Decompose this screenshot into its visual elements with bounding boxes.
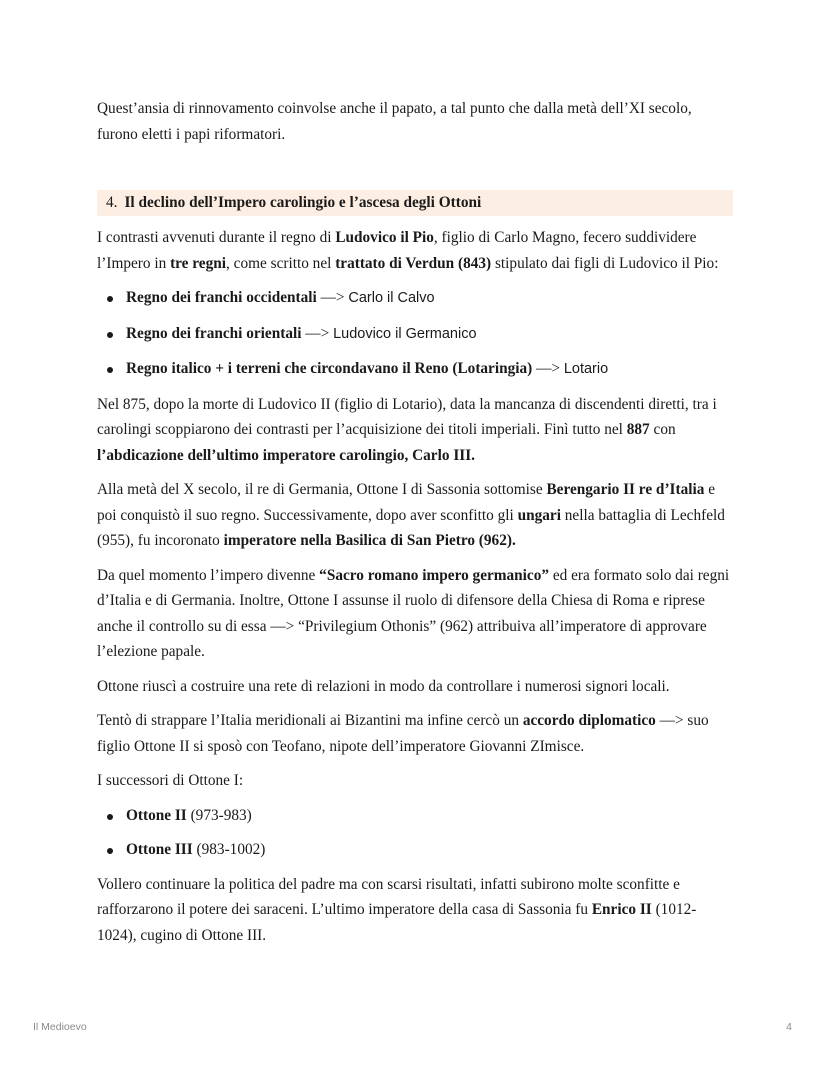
text-run: Tentò di strappare l’Italia meridionali ai Bizantini ma infine cercò un bbox=[97, 712, 523, 729]
text-run: (1012-1024), cugino di Ottone III. bbox=[97, 901, 697, 944]
text-run: Nel 875, dopo la morte di Ludovico II (figlio di Lotario), data la mancanza di discendenti diretti, tra i carolingi scoppiarono dei contrasti per l’acquisizione dei titoli imperiali. Finì tutto nel bbox=[97, 395, 717, 438]
list-item-text: Ludovico il Germanico bbox=[333, 325, 477, 342]
paragraph-rete-relazioni: Ottone riuscì a costruire una rete di relazioni in modo da controllare i numerosi signori locali. bbox=[97, 677, 670, 695]
text-run: e poi conquistò il suo regno. Successivamente, dopo aver sconfitto gli bbox=[97, 481, 716, 524]
arrow-text: —> bbox=[532, 360, 564, 377]
kingdoms-list bbox=[97, 285, 733, 383]
arrow-text: —> bbox=[301, 324, 334, 342]
bold-run: trattato di Verdun (843) bbox=[335, 254, 492, 272]
list-item-bold: Regno italico + i terreni che circondavano il Reno (Lotaringia) bbox=[126, 360, 533, 377]
bold-run: Ludovico il Pio bbox=[335, 229, 434, 246]
list-item-bold: Regno dei franchi occidentali bbox=[126, 289, 317, 306]
bold-run: imperatore nella Basilica di San Pietro (962). bbox=[223, 532, 516, 549]
text-run: nella battaglia di Lechfeld (955), fu incoronato bbox=[97, 506, 725, 549]
bold-run: tre regni bbox=[170, 254, 227, 272]
bold-run: ungari bbox=[517, 506, 561, 524]
text-run: —> suo figlio Ottone II si sposò con Teofano, nipote dell’imperatore Giovanni ZImisce. bbox=[97, 712, 709, 755]
text-run: Alla metà del X secolo, il re di Germania, Ottone I di Sassonia sottomise bbox=[97, 481, 547, 498]
text-run: con bbox=[649, 421, 676, 438]
text-run: , figlio di Carlo Magno, fecero suddividere l’Impero in bbox=[97, 229, 697, 272]
text-run: I contrasti avvenuti durante il regno di bbox=[97, 229, 336, 246]
text-run: , come scritto nel bbox=[226, 254, 336, 272]
bullet-icon bbox=[107, 848, 113, 854]
text-run: Vollero continuare la politica del padre ma con scarsi risultati, infatti subirono molte sconfitte e rafforzarono il potere dei saraceni. L’ultimo imperatore della casa di Sassonia fu bbox=[97, 875, 680, 918]
paragraph-bizantini bbox=[97, 708, 733, 759]
bullet-icon bbox=[107, 814, 113, 820]
text-run: stipulato dai figli di Ludovico il Pio: bbox=[491, 254, 719, 272]
list-item bbox=[97, 803, 733, 829]
list-item-text: (983-1002) bbox=[192, 841, 266, 858]
list-item-text: Lotario bbox=[563, 361, 609, 377]
bold-run: l’abdicazione dell’ultimo imperatore carolingio, Carlo III. bbox=[97, 446, 476, 464]
list-item-text: (973-983) bbox=[186, 806, 252, 824]
section-title: Il declino dell’Impero carolingio e l’ascesa degli Ottoni bbox=[124, 194, 482, 211]
paragraph-ottone-i bbox=[97, 477, 733, 554]
list-item-bold: Ottone II bbox=[126, 806, 187, 824]
list-item bbox=[97, 285, 733, 312]
paragraph-vollero bbox=[97, 872, 733, 949]
intro-paragraph: Quest’ansia di rinnovamento coinvolse anche il papato, a tal punto che dalla metà dell’XI secolo, furono eletti i papi riformatori. bbox=[97, 100, 692, 143]
list-item-text: Carlo il Calvo bbox=[348, 290, 435, 306]
bold-run: 887 bbox=[626, 421, 650, 438]
footer-page-number: 4 bbox=[786, 1021, 792, 1033]
text-run: Da quel momento l’impero divenne bbox=[97, 566, 320, 584]
text-run: ed era formato solo dai regni d’Italia e di Germania. Inoltre, Ottone I assunse il ruolo di difensore della Chiesa di Roma e riprese anche il controllo su di essa —> “Privilegium Othonis” (962) attribuiva all’imperatore di approvare l’elezione papale. bbox=[97, 566, 730, 660]
paragraph-875 bbox=[97, 392, 733, 469]
document-body bbox=[97, 96, 733, 957]
bullet-icon bbox=[107, 367, 113, 373]
bullet-icon bbox=[107, 296, 113, 302]
bold-run: accordo diplomatico bbox=[522, 712, 656, 729]
list-item bbox=[97, 321, 733, 348]
footer-document-title: Il Medioevo bbox=[33, 1021, 87, 1033]
section-heading bbox=[97, 190, 733, 216]
section-number: 4. bbox=[106, 194, 118, 211]
arrow-text: —> bbox=[316, 289, 349, 306]
paragraph-ludovico bbox=[97, 225, 733, 276]
list-item bbox=[97, 356, 733, 383]
bold-run: “Sacro romano impero germanico” bbox=[319, 566, 550, 584]
list-item-bold: Regno dei franchi orientali bbox=[126, 324, 302, 342]
paragraph-successori: I successori di Ottone I: bbox=[97, 772, 244, 789]
bold-run: Berengario II re d’Italia bbox=[546, 481, 705, 498]
successors-list bbox=[97, 803, 733, 863]
bold-run: Enrico II bbox=[591, 901, 652, 918]
list-item-bold: Ottone III bbox=[126, 841, 193, 858]
bullet-icon bbox=[107, 332, 113, 338]
paragraph-sacro-impero bbox=[97, 563, 733, 665]
list-item bbox=[97, 837, 733, 863]
